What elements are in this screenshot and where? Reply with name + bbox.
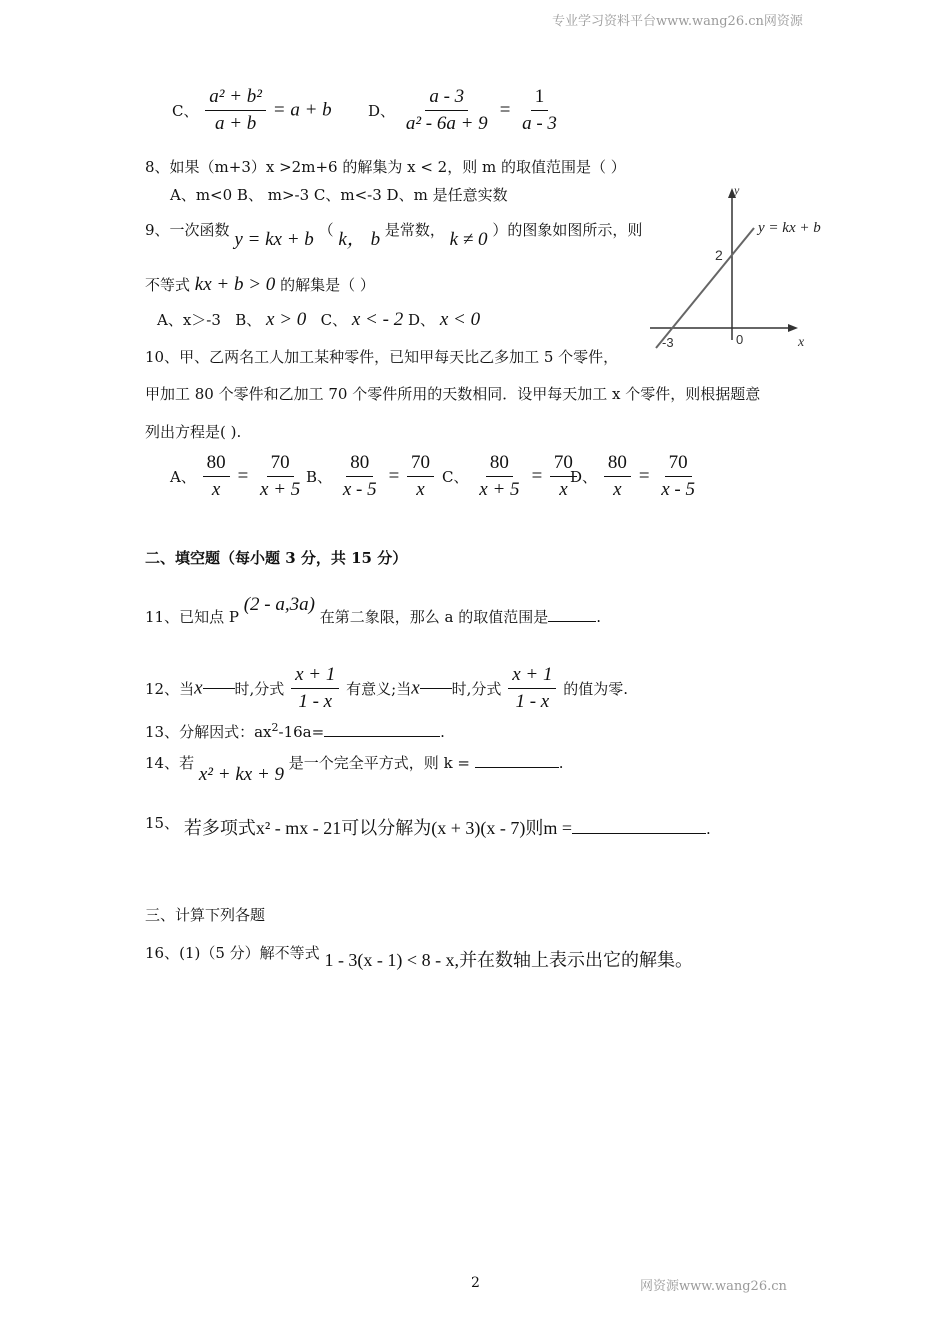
q7-d-rhs-fraction: $\frac{1}{a - 3}$ bbox=[522, 86, 557, 134]
q12: 12、当x 时,分式 $\frac{x + 1}{1 - x}$ 有意义;当x 时,分式 $\frac{x + 1}{1 - x}$ 的值为零. bbox=[145, 664, 629, 712]
q10-line3: 列出方程是( ). bbox=[145, 423, 242, 441]
q10-option-c: C、 $\frac{80}{x + 5}$ = $\frac{70}{x}$ bbox=[442, 452, 579, 501]
q7-c-fraction: $\frac{\text{a² + b²}}{a + b}$ bbox=[205, 86, 266, 135]
q12-blank-1[interactable] bbox=[203, 688, 235, 689]
q9-line2: 不等式 kx + b > 0 的解集是（ ） bbox=[145, 274, 375, 295]
q7-option-c: C、 $\frac{\text{a² + b²}}{a + b}$ = a + b bbox=[172, 86, 332, 134]
q7-d-fraction: $\frac{a - 3}{\text{a² - 6a + 9}}$ bbox=[405, 86, 488, 134]
q14-blank[interactable] bbox=[475, 767, 559, 768]
q8-stem: 8、如果（m+3）x >2m+6 的解集为 x < 2，则 m 的取值范围是（ ） bbox=[145, 158, 626, 176]
page-number: 2 bbox=[471, 1275, 480, 1291]
graph-x-arrow bbox=[788, 324, 798, 332]
graph-function-line bbox=[656, 228, 754, 348]
q7-option-d: D、 $\frac{a - 3}{\text{a² - 6a + 9}}$ = $\frac{1}{a - 3}$ bbox=[368, 86, 563, 135]
q15-blank[interactable] bbox=[572, 833, 706, 834]
section2-title: 二、填空题（每小题 3 分，共 15 分） bbox=[145, 549, 408, 567]
page-header: 专业学习资料平台www.wang26.cn网资源 bbox=[552, 14, 803, 29]
q10-option-d: D、 $\frac{80}{x}$ = $\frac{70}{x - 5}$ bbox=[570, 452, 695, 500]
graph-label-0: 0 bbox=[736, 332, 744, 347]
q10-line2: 甲加工 80 个零件和乙加工 70 个零件所用的天数相同．设甲每天加工 x 个零件，则根据题意 bbox=[145, 385, 761, 403]
q12-blank-2[interactable] bbox=[420, 688, 452, 689]
q10-option-a: A、 $\frac{80}{x}$ = $\frac{70}{x + 5}$ bbox=[170, 452, 301, 500]
section3-title: 三、计算下列各题 bbox=[145, 906, 266, 924]
q14: 14、若 x² + kx + 9 是一个完全平方式，则 k = . bbox=[145, 754, 564, 785]
q11: 11、已知点 P (2 - a,3a) 在第二象限，那么 a 的取值范围是 . bbox=[145, 594, 602, 626]
q8-options: A、m<0 B、 m>-3 C、m<-3 D、m 是任意实数 bbox=[170, 186, 508, 204]
q9-function-graph bbox=[640, 180, 840, 352]
q9-stem: 9、一次函数 y = kx + b （ k， b 是常数， k ≠ 0 ）的图象如图所示，则 bbox=[145, 221, 643, 250]
q15: 15、 若多项式x² - mx - 21可以分解为(x + 3)(x - 7)则m = . bbox=[145, 814, 711, 838]
graph-label-2: 2 bbox=[715, 247, 723, 263]
graph-function-label: y = kx + b bbox=[758, 220, 821, 236]
page-footer-site: 网资源www.wang26.cn bbox=[640, 1279, 787, 1294]
q10-line1: 10、甲、乙两名工人加工某种零件，已知甲每天比乙多加工 5 个零件， bbox=[145, 348, 619, 366]
q13: 13、分解因式：$ax^2-16a=$ . bbox=[145, 721, 445, 741]
q10-option-b: B、 $\frac{80}{x - 5}$ = $\frac{70}{x}$ bbox=[306, 452, 436, 501]
q9-options: A、x＞-3 B、 x > 0 C、 x < - 2 D、 x < 0 bbox=[157, 309, 481, 330]
graph-x-label: x bbox=[798, 335, 805, 350]
q11-blank[interactable] bbox=[548, 621, 596, 622]
q13-blank[interactable] bbox=[324, 736, 440, 737]
graph-y-label: y bbox=[734, 183, 740, 197]
q16: 16、(1)（5 分）解不等式 1 - 3(x - 1) < 8 - x,并在数轴上表示出它的解集。 bbox=[145, 944, 694, 971]
graph-label-neg3: -3 bbox=[662, 335, 674, 350]
